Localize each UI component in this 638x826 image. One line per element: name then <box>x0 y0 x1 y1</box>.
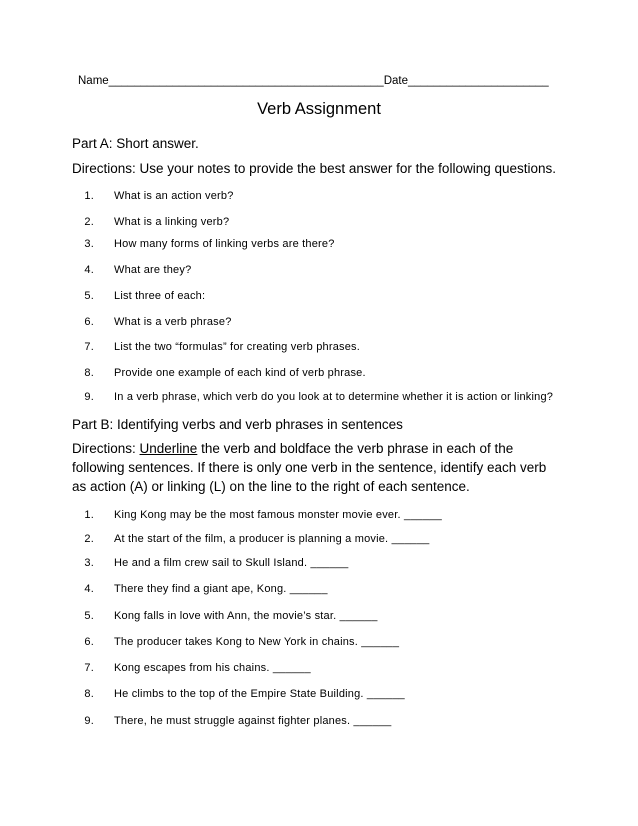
question-item: 9. In a verb phrase, which verb do you look at to determine whether it is action or linking? <box>84 391 554 403</box>
sentence-item: 9. There, he must struggle against fighter planes. ______ <box>84 715 392 727</box>
underline-word: Underline <box>139 441 198 456</box>
sentence-item: 2. At the start of the film, a producer is planning a movie. ______ <box>84 533 430 545</box>
sentence-item: 4. There they find a giant ape, Kong. ______ <box>84 583 328 595</box>
sentence-item: 5. Kong falls in love with Ann, the movie’s star. ______ <box>84 610 378 622</box>
sentence-item: 8. He climbs to the top of the Empire State Building. ______ <box>84 688 405 700</box>
question-item: 7. List the two “formulas” for creating verb phrases. <box>84 341 360 353</box>
question-item: 4. What are they? <box>84 264 192 276</box>
question-item: 1. What is an action verb? <box>84 190 234 202</box>
question-item: 3. How many forms of linking verbs are there? <box>84 238 335 250</box>
page-title: Verb Assignment <box>257 100 381 118</box>
part-b-directions: Directions: Underline the verb and boldface the verb phrase in each of the following sentences. If there is only one verb in the sentence, identify each verb as action (A) or linking (L) on the line to the right of each sentence. <box>72 441 547 494</box>
sentence-item: 7. Kong escapes from his chains. ______ <box>84 662 311 674</box>
part-a-directions: Directions: Use your notes to provide the best answer for the following questions. <box>72 161 557 176</box>
sentence-item: 6. The producer takes Kong to New York in chains. ______ <box>84 636 400 648</box>
sentence-item: 3. He and a film crew sail to Skull Island. ______ <box>84 557 349 569</box>
sentence-item: 1. King Kong may be the most famous monster movie ever. ______ <box>84 509 442 521</box>
question-item: 6. What is a verb phrase? <box>84 316 232 328</box>
question-item: 5. List three of each: <box>84 290 206 302</box>
question-item: 8. Provide one example of each kind of verb phrase. <box>84 367 366 379</box>
part-a-heading: Part A: Short answer. <box>72 136 199 151</box>
part-b-heading: Part B: Identifying verbs and verb phrases in sentences <box>72 417 403 432</box>
name-date-line: Name___________________________________________Date______________________ <box>78 75 549 87</box>
question-item: 2. What is a linking verb? <box>84 216 230 228</box>
